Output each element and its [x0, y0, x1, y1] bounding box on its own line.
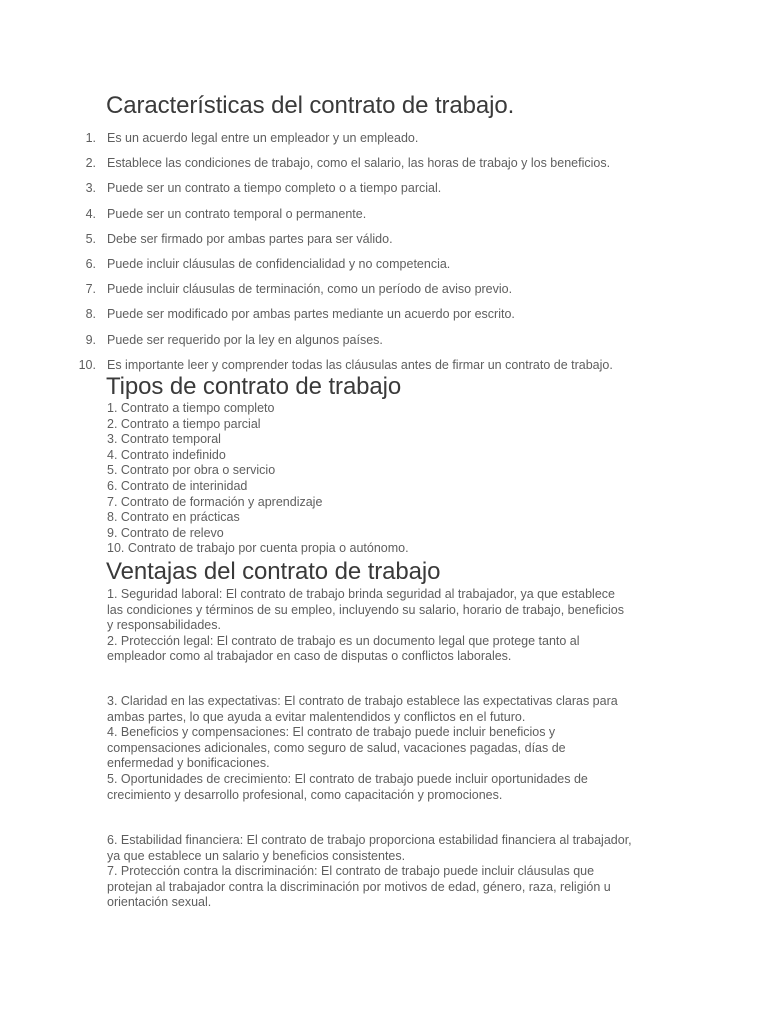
- list-number: 7.: [85, 282, 96, 296]
- paragraph-line: crecimiento y desarrollo profesional, como capacitación y promociones.: [107, 787, 503, 802]
- tipos-list: [107, 401, 667, 557]
- paragraph-line: 7. Protección contra la discriminación: El contrato de trabajo puede incluir cláusulas que: [107, 864, 595, 879]
- list-number: 4.: [85, 207, 96, 221]
- paragraph-line: compensaciones adicionales, como seguro de salud, vacaciones pagadas, días de: [107, 740, 566, 755]
- paragraph-line: las condiciones y términos de su empleo, incluyendo su salario, horario de trabajo, beneficios: [107, 602, 624, 617]
- list-text: Puede ser requerido por la ley en algunos países.: [107, 333, 383, 347]
- list-text: Debe ser firmado por ambas partes para ser válido.: [107, 232, 393, 246]
- paragraph-line: 5. Oportunidades de crecimiento: El contrato de trabajo puede incluir oportunidades de: [107, 771, 588, 786]
- paragraph-line: 1. Seguridad laboral: El contrato de trabajo brinda seguridad al trabajador, ya que establece: [107, 587, 615, 601]
- paragraph-line: 4. Beneficios y compensaciones: El contrato de trabajo puede incluir beneficios y: [107, 725, 556, 740]
- paragraph-line: empleador como al trabajador en caso de disputas o conflictos laborales.: [107, 649, 512, 664]
- list-number: 10.: [78, 358, 96, 372]
- list-number: 6.: [85, 257, 96, 271]
- paragraph-line: enfermedad y bonificaciones.: [107, 756, 270, 771]
- list-number: 1.: [85, 131, 96, 145]
- list-text: Es un acuerdo legal entre un empleador y un empleado.: [107, 131, 419, 145]
- list-item: 5. Contrato por obra o servicio: [107, 463, 276, 478]
- list-item: 6. Contrato de interinidad: [107, 478, 248, 493]
- list-text: Puede ser un contrato a tiempo completo o a tiempo parcial.: [107, 181, 442, 195]
- list-item: 8. Contrato en prácticas: [107, 510, 240, 525]
- list-text: Es importante leer y comprender todas las cláusulas antes de firmar un contrato de trabajo.: [107, 358, 613, 372]
- section-title-ventajas: Ventajas del contrato de trabajo: [106, 558, 441, 585]
- list-number: 2.: [85, 156, 96, 170]
- ventajas-paragraph-1: [107, 587, 667, 665]
- list-text: Puede incluir cláusulas de confidencialidad y no competencia.: [107, 257, 451, 271]
- list-item: 1. Contrato a tiempo completo: [107, 401, 275, 415]
- list-item: 7. Contrato de formación y aprendizaje: [107, 494, 323, 509]
- ventajas-paragraph-3: [107, 833, 667, 911]
- list-item: 4. Contrato indefinido: [107, 447, 226, 462]
- list-text: Puede ser un contrato temporal o permanente.: [107, 207, 367, 221]
- list-number: 5.: [85, 232, 96, 246]
- ventajas-paragraph-2: [107, 694, 667, 803]
- list-number: 3.: [85, 181, 96, 195]
- paragraph-line: ambas partes, lo que ayuda a evitar malentendidos y conflictos en el futuro.: [107, 709, 526, 724]
- paragraph-line: orientación sexual.: [107, 895, 212, 910]
- list-text: Establece las condiciones de trabajo, como el salario, las horas de trabajo y los beneficios.: [107, 156, 611, 170]
- paragraph-line: 3. Claridad en las expectativas: El contrato de trabajo establece las expectativas claras para: [107, 694, 618, 708]
- list-text: Puede ser modificado por ambas partes mediante un acuerdo por escrito.: [107, 307, 515, 321]
- list-number: 8.: [85, 307, 96, 321]
- list-item: 10. Contrato de trabajo por cuenta propia o autónomo.: [107, 541, 409, 556]
- section-title-tipos: Tipos de contrato de trabajo: [106, 373, 402, 400]
- list-item: 2. Contrato a tiempo parcial: [107, 416, 261, 431]
- paragraph-line: protejan al trabajador contra la discriminación por motivos de edad, género, raza, religión u: [107, 879, 611, 894]
- paragraph-line: y responsabilidades.: [107, 618, 221, 633]
- list-text: Puede incluir cláusulas de terminación, como un período de aviso previo.: [107, 282, 513, 296]
- paragraph-line: 2. Protección legal: El contrato de trabajo es un documento legal que protege tanto al: [107, 633, 580, 648]
- paragraph-line: ya que establece un salario y beneficios consistentes.: [107, 848, 406, 863]
- list-item: 9. Contrato de relevo: [107, 525, 224, 540]
- list-number: 9.: [85, 333, 96, 347]
- paragraph-line: 6. Estabilidad financiera: El contrato de trabajo proporciona estabilidad financiera al trabajador,: [107, 833, 632, 847]
- section-title-caracteristicas: Características del contrato de trabajo.: [106, 92, 515, 119]
- list-item: 3. Contrato temporal: [107, 432, 221, 447]
